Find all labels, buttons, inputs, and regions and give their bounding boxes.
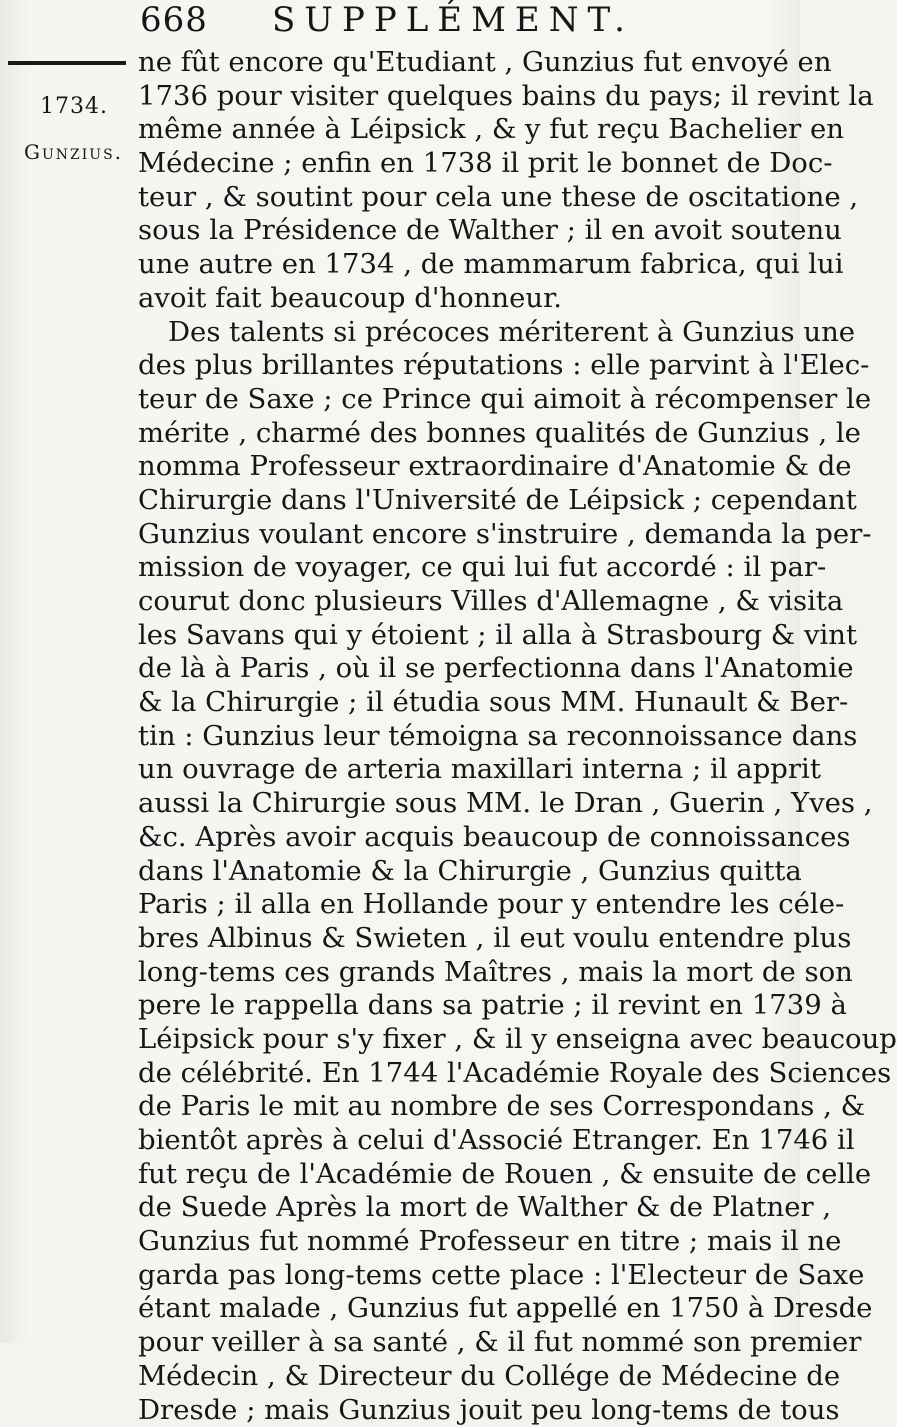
text-line: mission de voyager, ce qui lui fut accordé : il par- bbox=[138, 551, 750, 585]
text-line: un ouvrage de arteria maxillari interna ; il apprit bbox=[138, 753, 750, 787]
margin-note-name: Gunzius. bbox=[24, 140, 123, 164]
text-line: Chirurgie dans l'Université de Léipsick ; cependant bbox=[138, 484, 750, 518]
text-line: Médecine ; enfin en 1738 il prit le bonnet de Doc- bbox=[138, 147, 750, 181]
text-line: long-tems ces grands Maîtres , mais la mort de son bbox=[138, 956, 750, 990]
margin-note-year: 1734. bbox=[40, 94, 108, 119]
text-line: de Suede Après la mort de Walther & de Platner , bbox=[138, 1191, 750, 1225]
text-line: une autre en 1734 , de mammarum fabrica, qui lui bbox=[138, 248, 750, 282]
text-line: les Savans qui y étoient ; il alla à Strasbourg & vint bbox=[138, 619, 750, 653]
text-line: Gunzius voulant encore s'instruire , demanda la per- bbox=[138, 518, 750, 552]
page-number: 668 bbox=[140, 0, 208, 40]
text-line: bres Albinus & Swieten , il eut voulu entendre plus bbox=[138, 922, 750, 956]
text-line: Paris ; il alla en Hollande pour y entendre les céle- bbox=[138, 888, 750, 922]
text-line: de là à Paris , où il se perfectionna dans l'Anatomie bbox=[138, 652, 750, 686]
text-line: Gunzius fut nommé Professeur en titre ; mais il ne bbox=[138, 1225, 750, 1259]
text-line: pere le rappella dans sa patrie ; il revint en 1739 à bbox=[138, 989, 750, 1023]
text-line: étant malade , Gunzius fut appellé en 1750 à Dresde bbox=[138, 1292, 750, 1326]
text-line: teur , & soutint pour cela une these de oscitatione , bbox=[138, 181, 750, 215]
text-line: courut donc plusieurs Villes d'Allemagne , & visita bbox=[138, 585, 750, 619]
text-line: & la Chirurgie ; il étudia sous MM. Hunault & Ber- bbox=[138, 686, 750, 720]
text-line: pour veiller à sa santé , & il fut nommé son premier bbox=[138, 1326, 750, 1360]
text-line: de célébrité. En 1744 l'Académie Royale des Sciences bbox=[138, 1057, 750, 1091]
text-line: Médecin , & Directeur du Collége de Médecine de bbox=[138, 1360, 750, 1394]
text-line: garda pas long-tems cette place : l'Electeur de Saxe bbox=[138, 1259, 750, 1293]
text-line: Des talents si précoces mériterent à Gunzius une bbox=[138, 316, 750, 350]
text-line: &c. Après avoir acquis beaucoup de connoissances bbox=[138, 821, 750, 855]
body-text bbox=[138, 46, 750, 1427]
text-line: ne fût encore qu'Etudiant , Gunzius fut envoyé en bbox=[138, 46, 750, 80]
text-line: teur de Saxe ; ce Prince qui aimoit à récompenser le bbox=[138, 383, 750, 417]
text-line: fut reçu de l'Académie de Rouen , & ensuite de celle bbox=[138, 1158, 750, 1192]
text-line: bientôt après à celui d'Associé Etranger. En 1746 il bbox=[138, 1124, 750, 1158]
text-line: mérite , charmé des bonnes qualités de Gunzius , le bbox=[138, 417, 750, 451]
text-line: Dresde ; mais Gunzius jouit peu long-tems de tous bbox=[138, 1394, 750, 1427]
text-line: 1736 pour visiter quelques bains du pays; il revint la bbox=[138, 80, 750, 114]
text-line: aussi la Chirurgie sous MM. le Dran , Guerin , Yves , bbox=[138, 787, 750, 821]
text-line: sous la Présidence de Walther ; il en avoit soutenu bbox=[138, 214, 750, 248]
text-line: dans l'Anatomie & la Chirurgie , Gunzius quitta bbox=[138, 855, 750, 889]
header-rule bbox=[8, 61, 126, 65]
text-line: tin : Gunzius leur témoigna sa reconnoissance dans bbox=[138, 720, 750, 754]
text-line: nomma Professeur extraordinaire d'Anatomie & de bbox=[138, 450, 750, 484]
running-title: SUPPLÉMENT. bbox=[272, 0, 634, 40]
page-header bbox=[140, 0, 780, 44]
text-line: de Paris le mit au nombre de ses Correspondans , & bbox=[138, 1090, 750, 1124]
text-line: Léipsick pour s'y fixer , & il y enseigna avec beaucoup bbox=[138, 1023, 750, 1057]
text-line: des plus brillantes réputations : elle parvint à l'Elec- bbox=[138, 349, 750, 383]
text-line: même année à Léipsick , & y fut reçu Bachelier en bbox=[138, 113, 750, 147]
text-line: avoit fait beaucoup d'honneur. bbox=[138, 282, 750, 316]
